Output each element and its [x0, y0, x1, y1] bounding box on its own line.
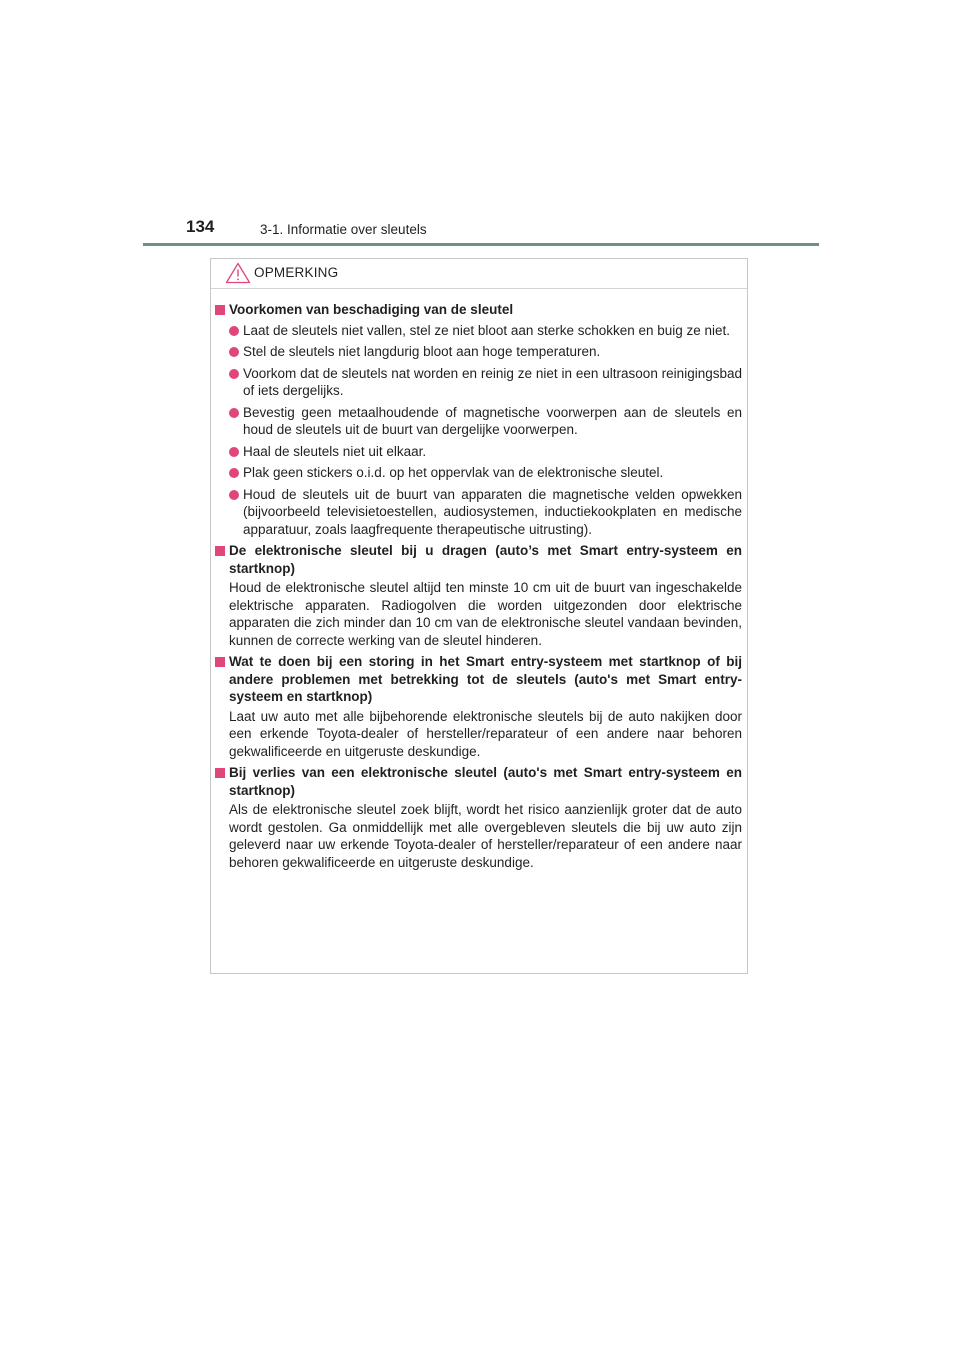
- section-heading: Bij verlies van een elektronische sleutel (auto's met Smart entry-systeem en startknop): [215, 764, 742, 799]
- section-heading: De elektronische sleutel bij u dragen (auto’s met Smart entry-systeem en startknop): [215, 542, 742, 577]
- page-header: [143, 214, 819, 248]
- notice-body: [211, 289, 747, 871]
- notice-title: OPMERKING: [254, 265, 339, 280]
- list-item: Houd de sleutels uit de buurt van apparaten die magnetische velden opwekken (bijvoorbeeld televisietoestellen, audiosystemen, inductiekookplaten en medische apparatuur, zoals laagfrequente therapeutische uitrusting).: [215, 486, 742, 539]
- notice-header: [211, 259, 747, 289]
- warning-triangle-icon: [225, 262, 251, 284]
- page-number: 134: [186, 217, 215, 236]
- section-text: Houd de elektronische sleutel altijd ten minste 10 cm uit de buurt van ingeschakelde elektrische apparaten. Radiogolven die worden uitgezonden door elektrische apparaten die zich minder dan 10 cm van de elektronische sleutel vandaan bevinden, kunnen de correcte werking van de sleutel hinderen.: [229, 580, 742, 648]
- list-item: Stel de sleutels niet langdurig bloot aan hoge temperaturen.: [215, 343, 742, 361]
- list-item: Laat de sleutels niet vallen, stel ze niet bloot aan sterke schokken en buig ze niet.: [215, 322, 742, 340]
- list-item: Voorkom dat de sleutels nat worden en reinig ze niet in een ultrasoon reinigingsbad of iets dergelijks.: [215, 365, 742, 400]
- section-heading: Wat te doen bij een storing in het Smart entry-systeem met startknop of bij andere problemen met betrekking tot de sleutels (auto's met Smart entry-systeem en startknop): [215, 653, 742, 706]
- dot-bullet-icon: [229, 369, 239, 379]
- bullet-list: [215, 322, 742, 539]
- square-bullet-icon: [215, 546, 225, 556]
- dot-bullet-icon: [229, 408, 239, 418]
- section-heading: Voorkomen van beschadiging van de sleutel: [215, 301, 742, 319]
- section-text: Als de elektronische sleutel zoek blijft, wordt het risico aanzienlijk groter dat de auto wordt gestolen. Ga onmiddellijk met alle overgebleven sleutels die bij uw auto zijn geleverd naar uw erkende Toyota-dealer of hersteller/reparateur of een andere naar behoren gekwalificeerde en uitgeruste deskundige.: [229, 802, 742, 870]
- section-lost-key: [215, 764, 742, 871]
- dot-bullet-icon: [229, 468, 239, 478]
- notice-box: [210, 258, 748, 974]
- section-carrying-key: [215, 542, 742, 649]
- dot-bullet-icon: [229, 326, 239, 336]
- square-bullet-icon: [215, 305, 225, 315]
- list-item: Haal de sleutels niet uit elkaar.: [215, 443, 742, 461]
- square-bullet-icon: [215, 657, 225, 667]
- section-text: Laat uw auto met alle bijbehorende elektronische sleutels bij de auto nakijken door een erkende Toyota-dealer of hersteller/reparateur of een andere naar behoren gekwalificeerde en uitgeruste deskundige.: [229, 708, 742, 759]
- header-rule: [143, 243, 819, 246]
- list-item: Bevestig geen metaalhoudende of magnetische voorwerpen aan de sleutels en houd de sleutels uit de buurt van dergelijke voorwerpen.: [215, 404, 742, 439]
- dot-bullet-icon: [229, 490, 239, 500]
- section-key-damage: [215, 301, 742, 538]
- section-title: 3-1. Informatie over sleutels: [260, 222, 427, 237]
- section-malfunction: [215, 653, 742, 760]
- square-bullet-icon: [215, 768, 225, 778]
- list-item: Plak geen stickers o.i.d. op het oppervlak van de elektronische sleutel.: [215, 464, 742, 482]
- dot-bullet-icon: [229, 447, 239, 457]
- dot-bullet-icon: [229, 347, 239, 357]
